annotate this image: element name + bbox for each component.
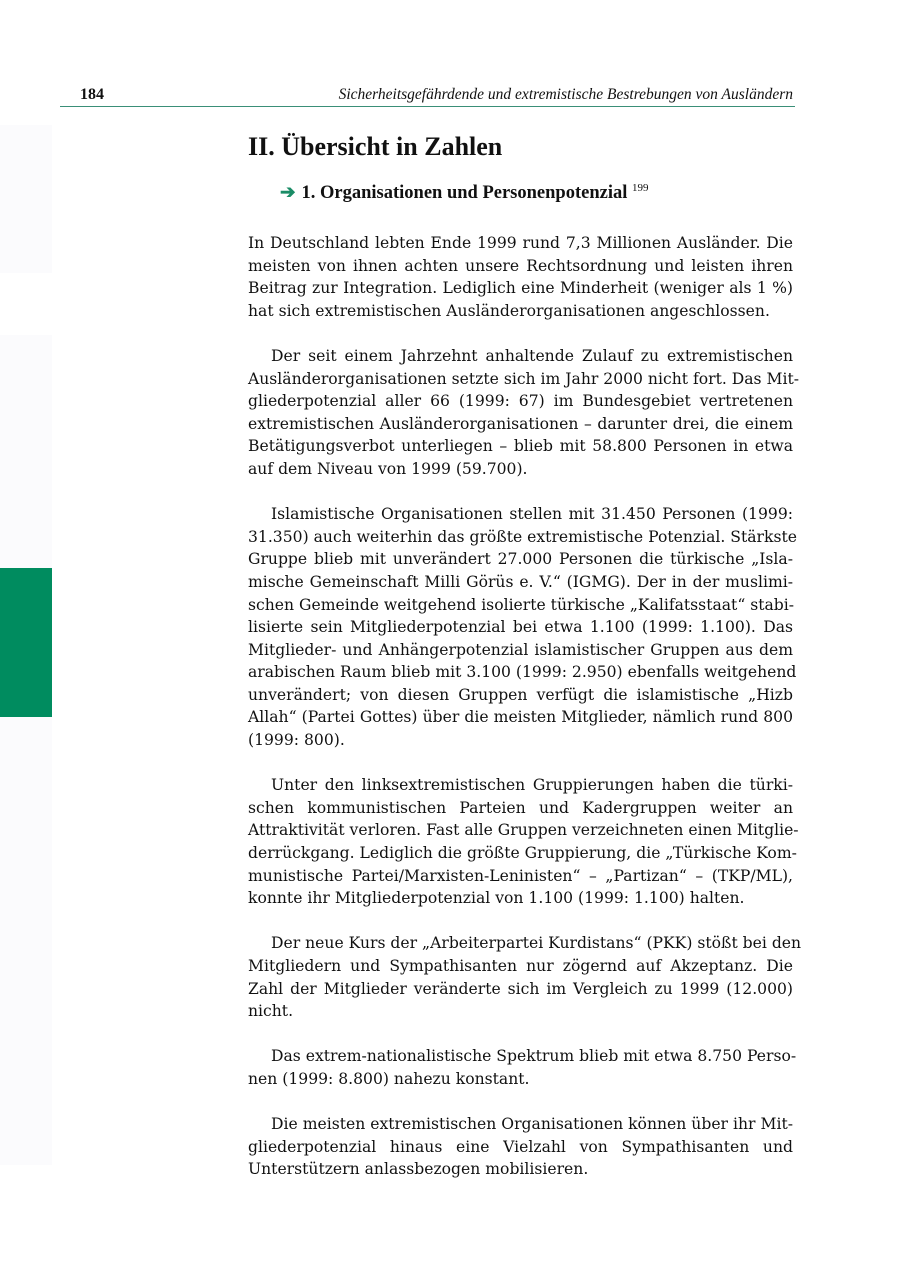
running-title: Sicherheitsgefährdende und extremistische Bestrebungen von Ausländern (338, 86, 793, 103)
text-line: Betätigungsverbot unterliegen – blieb mit 58.800 Personen in etwa (248, 437, 793, 456)
text-line: auf dem Niveau von 1999 (59.700). (248, 459, 528, 478)
paragraph (248, 345, 799, 481)
text-line: derrückgang. Lediglich die größte Gruppierung, die „Türkische Kom- (248, 844, 797, 863)
text-line: Das extrem-nationalistische Spektrum blieb mit etwa 8.750 Perso- (271, 1047, 797, 1066)
text-line: nicht. (248, 1002, 294, 1021)
text-line: arabischen Raum blieb mit 3.100 (1999: 2.950) ebenfalls weitgehend (248, 663, 797, 682)
text-line: Attraktivität verloren. Fast alle Gruppen verzeichneten einen Mitglie- (248, 821, 799, 840)
text-line: 31.350) auch weiterhin das größte extremistische Potenzial. Stärkste (248, 527, 797, 546)
text-line: (1999: 800). (248, 731, 345, 750)
footnote-marker: 199 (631, 182, 649, 194)
text-line: Zahl der Mitglieder veränderte sich im Vergleich zu 1999 (12.000) (248, 979, 793, 998)
text-line: nen (1999: 8.800) nahezu konstant. (248, 1069, 530, 1088)
text-line: Allah“ (Partei Gottes) über die meisten Mitglieder, nämlich rund 800 (248, 708, 793, 727)
text-line: konnte ihr Mitgliederpotenzial von 1.100 (1999: 1.100) halten. (248, 889, 745, 908)
margin-shade-bottom (0, 335, 52, 1165)
text-line: In Deutschland lebten Ende 1999 rund 7,3 Millionen Ausländer. Die (248, 234, 793, 252)
section-heading: II. Übersicht in Zahlen (248, 132, 503, 161)
text-line: Gruppe blieb mit unverändert 27.000 Personen die türkische „Isla- (248, 550, 793, 569)
text-line: gliederpotenzial hinaus eine Vielzahl von Sympathisanten und (248, 1137, 793, 1156)
text-line: Mitglieder- und Anhängerpotenzial islamistischer Gruppen aus dem (248, 640, 793, 659)
text-line: Islamistische Organisationen stellen mit 31.450 Personen (1999: (271, 505, 793, 524)
text-line: Beitrag zur Integration. Lediglich eine Minderheit (weniger als 1 %) (248, 279, 793, 298)
text-line: schen kommunistischen Parteien und Kadergruppen weiter an (248, 798, 793, 817)
arrow-right-icon: ➔ (280, 183, 296, 204)
text-line: meisten von ihnen achten unsere Rechtsordnung und leisten ihren (248, 256, 793, 275)
text-line: Die meisten extremistischen Organisationen können über ihr Mit- (271, 1115, 793, 1134)
subsection-heading (280, 182, 648, 204)
text-line: hat sich extremistischen Ausländerorganisationen angeschlossen. (248, 301, 770, 320)
chapter-tab-marker (0, 568, 52, 717)
paragraph (248, 932, 802, 1022)
paragraph (248, 1045, 797, 1090)
margin-shade-top (0, 125, 52, 273)
text-line: Der seit einem Jahrzehnt anhaltende Zulauf zu extremistischen (271, 346, 793, 365)
text-line: schen Gemeinde weitgehend isolierte türkische „Kalifatsstaat“ stabi- (248, 595, 795, 614)
text-line: Ausländerorganisationen setzte sich im Jahr 2000 nicht fort. Das Mit- (248, 369, 799, 388)
page-header (60, 84, 795, 107)
subsection-title: 1. Organisationen und Personenpotenzial (301, 183, 628, 204)
text-line: Mitgliedern und Sympathisanten nur zögernd auf Akzeptanz. Die (248, 957, 793, 975)
text-line: Der neue Kurs der „Arbeiterpartei Kurdistans“ (PKK) stößt bei den (271, 934, 802, 953)
text-line: lisierte sein Mitgliederpotenzial bei etwa 1.100 (1999: 1.100). Das (248, 618, 793, 637)
text-line: mische Gemeinschaft Milli Görüs e. V.“ (IGMG). Der in der muslimi- (248, 572, 793, 591)
text-line: gliederpotenzial aller 66 (1999: 67) im Bundesgebiet vertretenen (248, 392, 793, 411)
body-text (248, 232, 802, 1204)
paragraph (248, 232, 793, 322)
paragraph (248, 503, 797, 752)
paragraph (248, 774, 799, 910)
page-number: 184 (80, 86, 104, 103)
text-line: munistische Partei/Marxisten-Leninisten“ – „Partizan“ – (TKP/ML), (248, 866, 793, 885)
text-line: unverändert; von diesen Gruppen verfügt die islamistische „Hizb (248, 685, 793, 704)
text-line: extremistischen Ausländerorganisationen – darunter drei, die einem (248, 414, 793, 433)
text-line: Unter den linksextremistischen Gruppierungen haben die türki- (271, 776, 793, 795)
text-line: Unterstützern anlassbezogen mobilisieren. (248, 1160, 589, 1179)
paragraph (248, 1113, 793, 1181)
